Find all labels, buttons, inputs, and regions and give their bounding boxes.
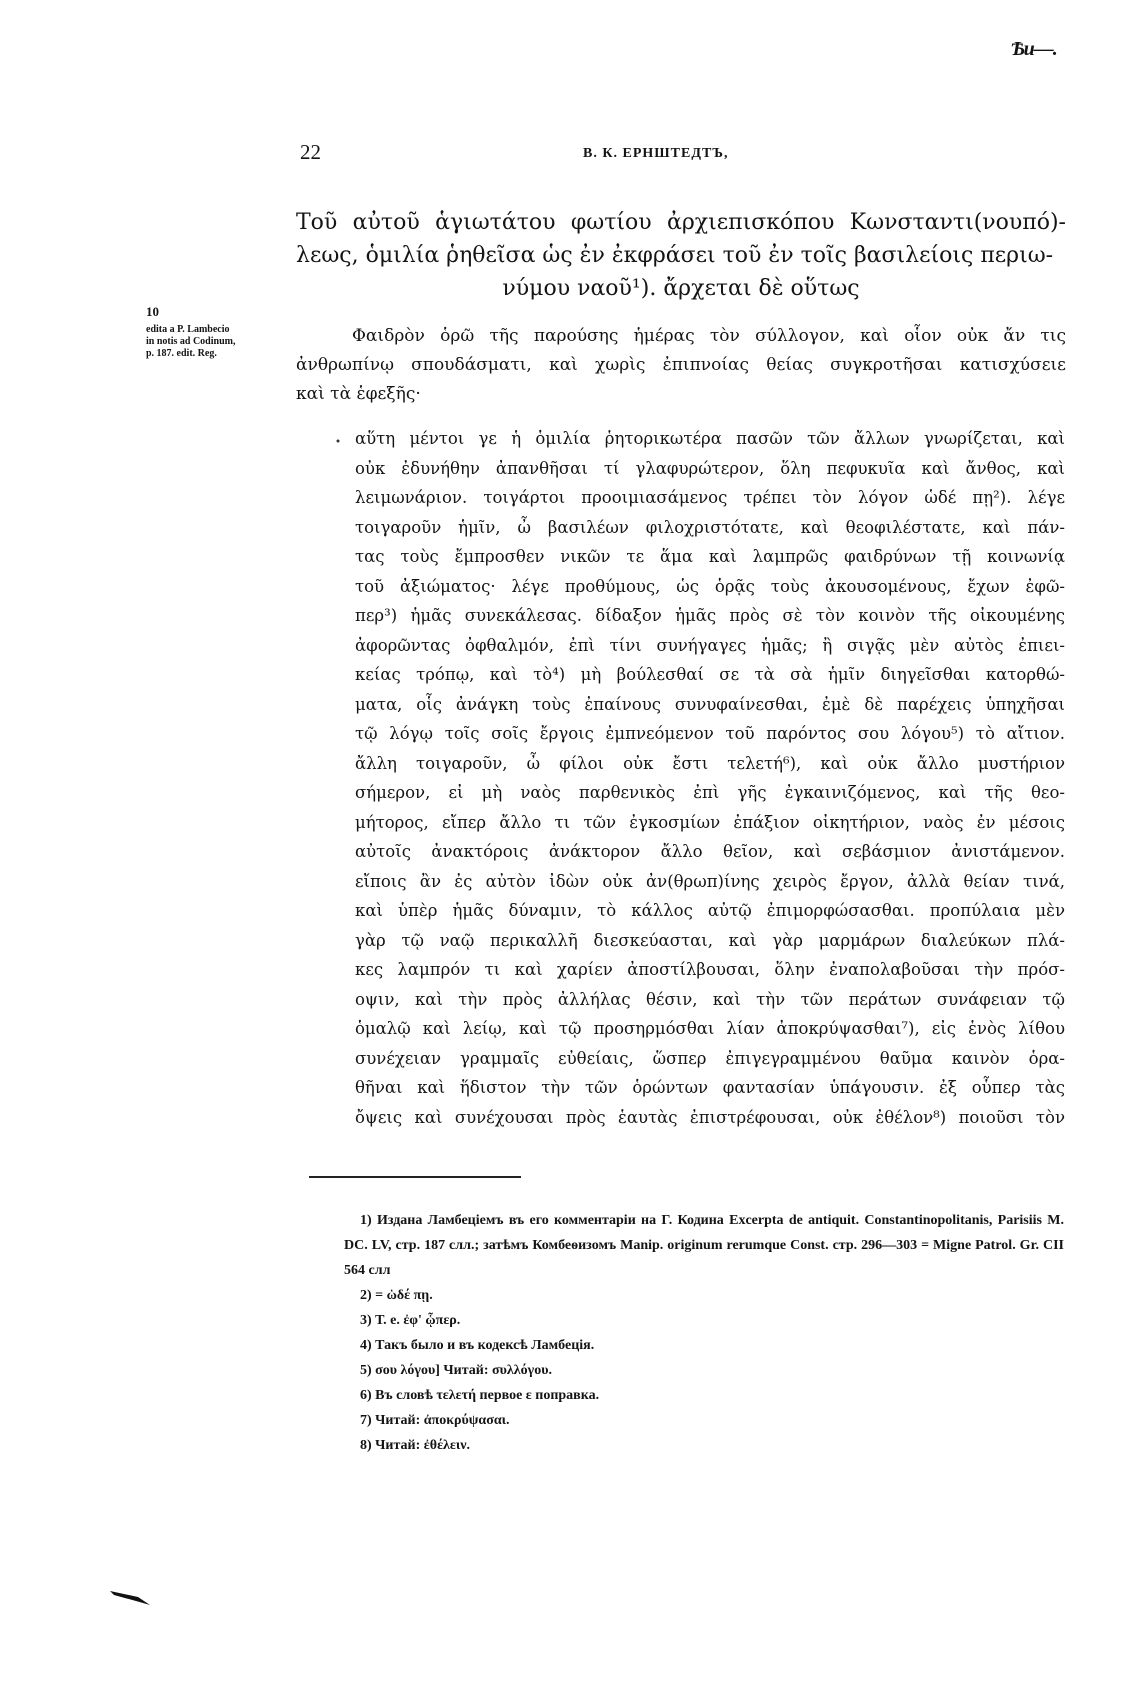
footnote-rule xyxy=(309,1176,521,1178)
title-line: νύμου ναοῦ¹). ἄρχεται δὲ οὕτως xyxy=(502,276,860,301)
body-line: ἀφορῶντας ὀφθαλμόν, ἐπὶ τίνι συνήγαγες ἡμᾶς; ἢ σιγᾷς μὲν αὐτὸς ἐπιει- xyxy=(355,635,1065,655)
body-line: αὕτη μέντοι γε ἡ ὁμιλία ῥητορικωτέρα πασῶν τῶν ἄλλων γνωρίζεται, καὶ xyxy=(355,429,1065,448)
corner-handwritten-mark: Ѣu—. xyxy=(1012,38,1057,60)
pen-dot-mark xyxy=(334,430,342,438)
intro-line: Φαιδρὸν ὁρῶ τῆς παρούσης ἡμέρας τὸν σύλλογον, καὶ οἷον οὐκ ἄν τις xyxy=(352,326,1066,346)
body-line: περ³) ἡμᾶς συνεκάλεσας. δίδαξον ἡμᾶς πρὸς σὲ τὸν κοινὸν τῆς οἰκουμένης xyxy=(355,606,1065,625)
body-line: τας τοὺς ἔμπροσθεν νικῶν τε ἅμα καὶ λαμπρῶς φαιδρύνων τῇ κοινωνίᾳ xyxy=(355,547,1065,566)
footnote: 1) Издана Ламбеціемъ въ его комментаріи на Г. Кодина Excerpta de antiquit. Constantinopolitanis, Parisiis M. DC. LV, стр. 187 слл.; затѣмъ Комбеѳизомъ Manip. originum rerumque Const. стр. 296—303 = Migne Patrol. Gr. CII 564 слл xyxy=(344,1213,1064,1278)
margin-note-line: edita a P. Lambecio xyxy=(146,324,230,335)
margin-note-line: p. 187. edit. Reg. xyxy=(146,348,217,359)
body-line: σήμερον, εἰ μὴ ναὸς παρθενικὸς ἐπὶ γῆς ἐγκαινιζόμενος, καὶ τῆς θεο- xyxy=(355,783,1065,802)
page-number: 22 xyxy=(300,140,321,164)
footnote: 8) Читай: ἐθέλειν. xyxy=(360,1438,471,1453)
footnote: 3) Т. е. ἐφ' ᾧπερ. xyxy=(360,1313,461,1328)
title-line: λεως, ὁμιλία ῥηθεῖσα ὡς ἐν ἐκφράσει τοῦ ἐν τοῖς βασιλείοις περιω- xyxy=(296,243,1054,268)
body-line: θῆναι καὶ ἥδιστον τὴν τῶν ὁρώντων φαντασίαν ὑπάγουσιν. ἐξ οὗπερ τὰς xyxy=(355,1078,1065,1097)
body-line: μήτορος, εἴπερ ἄλλο τι τῶν ἐγκοσμίων ἐπάξιον οἰκητήριον, ναὸς ἐν μέσοις xyxy=(355,812,1065,832)
body-line: κείας τρόπῳ, καὶ τὸ⁴) μὴ βούλεσθαί σε τὰ σὰ ἡμῖν διηγεῖσθαι κατορθώ- xyxy=(355,665,1065,684)
body-line: ἄλλη τοιγαροῦν, ὦ φίλοι οὐκ ἔστι τελετή⁶), καὶ οὐκ ἄλλο μυστήριον xyxy=(355,753,1065,773)
body-line: γὰρ τῷ ναῷ περικαλλῆ διεσκεύασται, καὶ γὰρ μαρμάρων διαλεύκων πλά- xyxy=(355,930,1065,950)
body-line: λειμωνάριον. τοιγάρτοι προοιμιασάμενος τρέπει τὸν λόγον ὡδέ πῃ²). λέγε xyxy=(355,488,1065,507)
intro-line: καὶ τὰ ἑφεξῆς· xyxy=(296,384,421,404)
footnote: 4) Такъ было и въ кодексѣ Ламбеція. xyxy=(360,1338,595,1353)
ink-smudge-mark xyxy=(108,1587,152,1607)
body-line: καὶ ὑπὲρ ἡμᾶς δύναμιν, τὸ κάλλος αὐτῷ ἐπιμορφώσασθαι. προπύλαια μὲν xyxy=(355,901,1065,920)
body-line: τῷ λόγῳ τοῖς σοῖς ἔργοις ἐμπνεόμενον τοῦ παρόντος σου λόγου⁵) τὸ αἴτιον. xyxy=(355,724,1065,743)
body-line: ματα, οἷς ἀνάγκη τοὺς ἐπαίνους συνυφαίνεσθαι, ἐμὲ δὲ παρέχεις ὑπηχῆσαι xyxy=(355,694,1065,714)
body-line: εἴποις ἂν ἐς αὐτὸν ἰδὼν οὐκ ἀν(θρωπ)ίνης χειρὸς ἔργον, ἀλλὰ θείαν τινά, xyxy=(355,871,1065,891)
title-line: Τοῦ αὐτοῦ ἁγιωτάτου φωτίου ἀρχιεπισκόπου Κωνσταντι(νουπό)- xyxy=(296,210,1066,235)
body-line: τοιγαροῦν ἡμῖν, ὦ βασιλέων φιλοχριστότατε, καὶ θεοφιλέστατε, καὶ πάν- xyxy=(355,517,1065,537)
body-line: ὁμαλῷ καὶ λείῳ, καὶ τῷ προσηρμόσθαι λίαν ἀποκρύψασθαι⁷), εἰς ἑνὸς λίθου xyxy=(355,1019,1065,1038)
body-paragraph xyxy=(355,424,1065,1132)
footnotes xyxy=(344,1208,1064,1458)
footnote: 6) Въ словѣ τελετή первое ε поправка. xyxy=(360,1388,600,1403)
body-line: κες λαμπρόν τι καὶ χαρίεν ἀποστίλβουσαι, ὅλην ἐναπολαβοῦσαι τὴν πρόσ- xyxy=(355,960,1065,979)
body-line: οψιν, καὶ τὴν πρὸς ἀλλήλας θέσιν, καὶ τὴν τῶν περάτων συνάφειαν τῷ xyxy=(355,989,1065,1009)
body-line: τοῦ ἀξιώματος· λέγε προθύμους, ὡς ὁρᾷς τοὺς ἀκουσομένους, ἔχων ἐφῶ- xyxy=(355,576,1065,596)
section-title xyxy=(296,206,1066,305)
body-line: ὄψεις καὶ συνέχουσαι πρὸς ἑαυτὰς ἐπιστρέφουσαι, οὐκ ἐθέλον⁸) ποιοῦσι τὸν xyxy=(355,1107,1065,1127)
footnote: 7) Читай: ἀποκρύψασαι. xyxy=(360,1413,510,1428)
footnote: 5) σου λόγου] Читай: συλλόγου. xyxy=(360,1363,552,1378)
footnote: 2) = ὡδέ πῃ. xyxy=(360,1288,433,1303)
intro-paragraph xyxy=(296,322,1066,409)
margin-note-line: in notis ad Codinum, xyxy=(146,336,236,347)
running-head: В. К. ЕРНШТЕДТЪ, xyxy=(583,146,729,161)
margin-line-number: 10 xyxy=(146,304,159,319)
margin-note xyxy=(146,324,294,360)
body-line: οὐκ ἐδυνήθην ἀπανθῆσαι τί γλαφυρώτερον, ὅλη πεφυκυῖα καὶ ἄνθος, καὶ xyxy=(355,458,1065,478)
body-line: συνέχειαν γραμμαῖς εὐθείαις, ὥσπερ ἐπιγεγραμμένου θαῦμα καινὸν ὁρα- xyxy=(355,1048,1065,1068)
body-line: αὐτοῖς ἀνακτόροις ἀνάκτορον ἄλλο θεῖον, καὶ σεβάσμιον ἀνιστάμενον. xyxy=(355,842,1065,861)
intro-line: ἀνθρωπίνῳ σπουδάσματι, καὶ χωρὶς ἐπιπνοίας θείας συγκροτῆσαι κατισχύσειε xyxy=(296,355,1066,375)
